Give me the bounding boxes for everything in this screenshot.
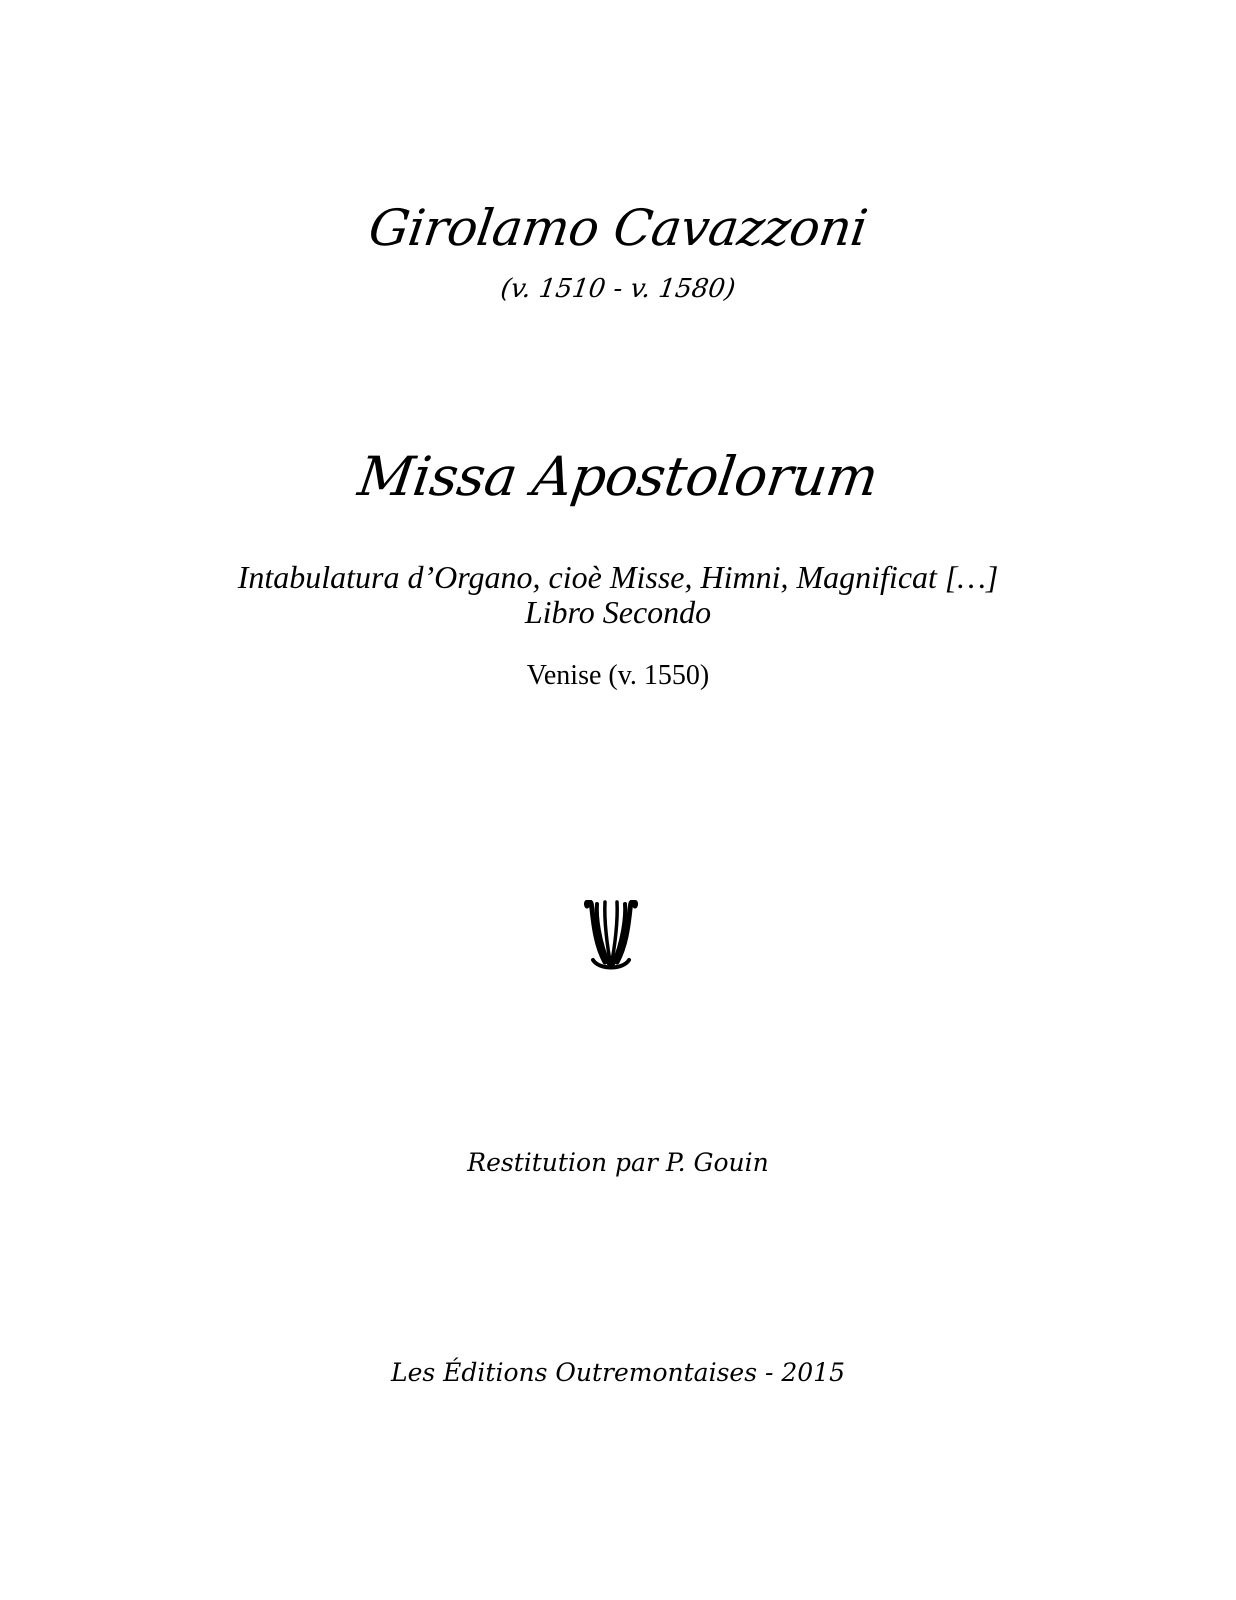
- publisher-credit: Les Éditions Outremontaises - 2015: [390, 1358, 845, 1387]
- source-title-line-2: Libro Secondo: [524, 594, 712, 630]
- composer-name: Girolamo Cavazzoni: [365, 199, 871, 257]
- work-title: Missa Apostolorum: [354, 445, 882, 508]
- restitution-credit: Restitution par P. Gouin: [467, 1148, 769, 1177]
- place-date: Venise (v. 1550): [526, 660, 710, 691]
- source-title-line-1: Intabulatura d’Organo, cioè Misse, Himni, Magnificat […]: [237, 559, 999, 595]
- composer-dates: (v. 1510 - v. 1580): [498, 274, 738, 304]
- tulip-ornament-icon: [583, 900, 639, 972]
